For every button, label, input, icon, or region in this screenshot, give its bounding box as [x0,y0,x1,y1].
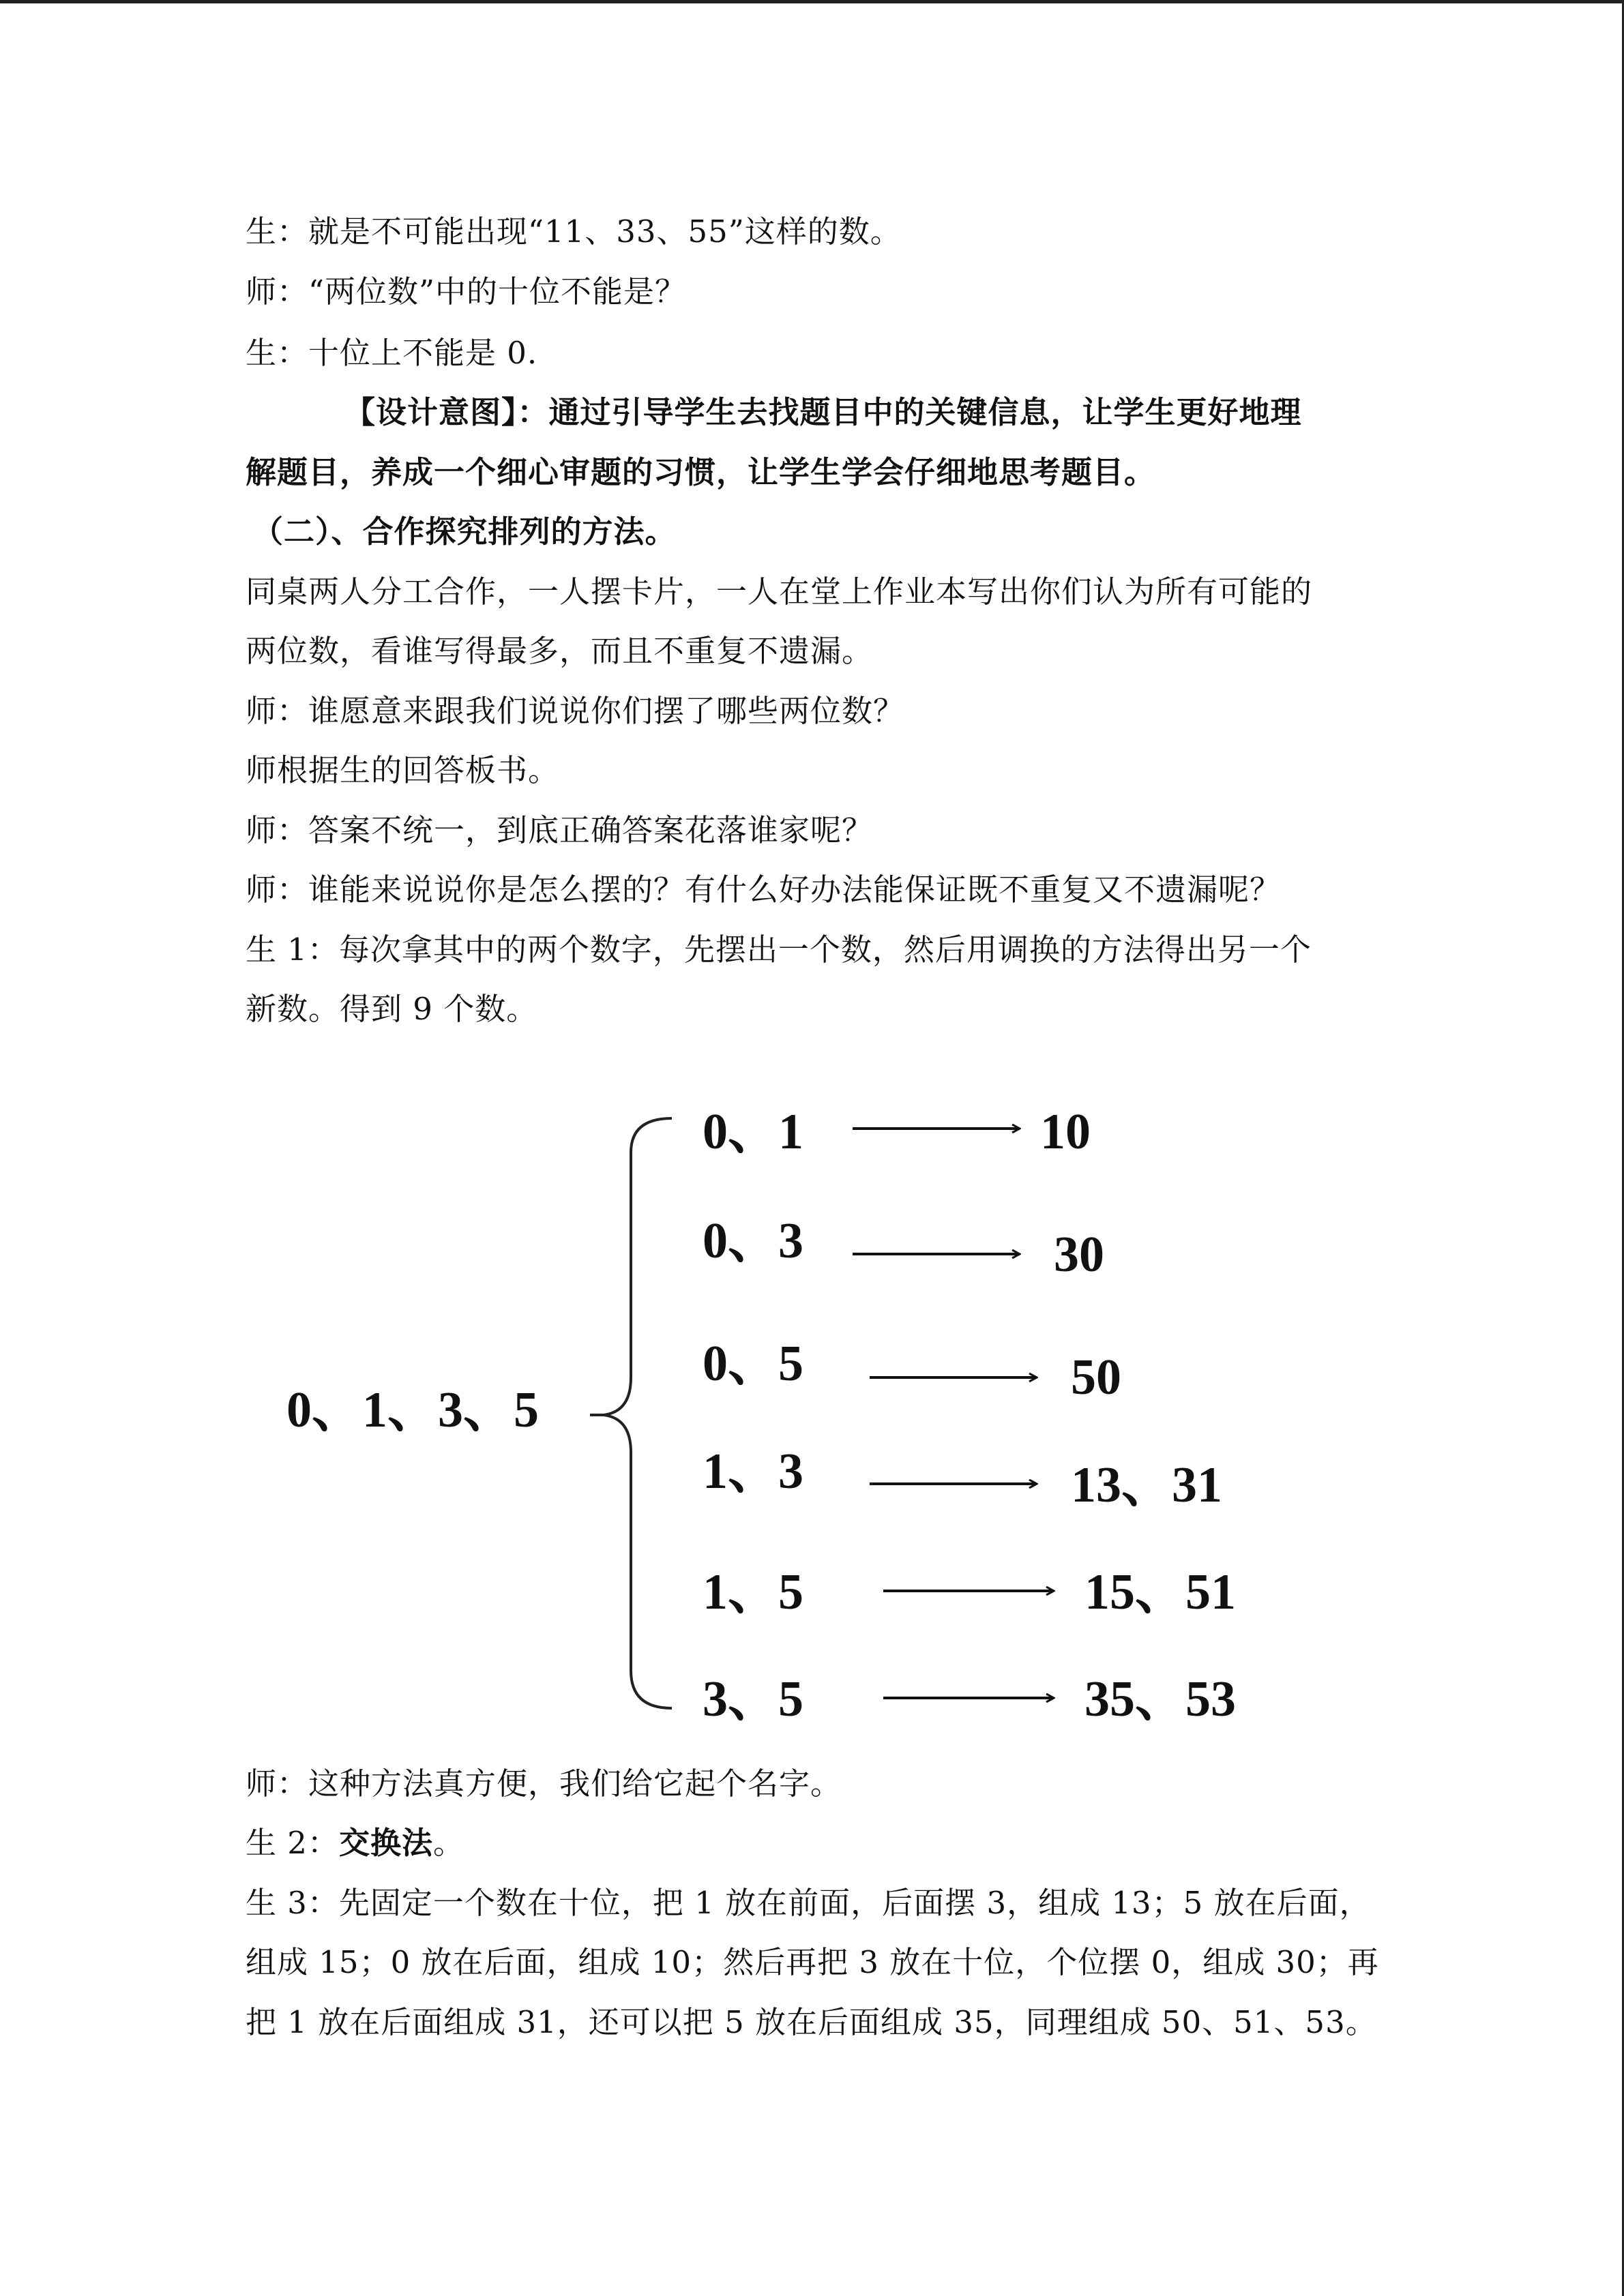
student-2-suffix: 。 [432,1825,464,1861]
pair-label-1-5: 1、5 [703,1564,803,1620]
result-label-3-5: 35、53 [1084,1671,1236,1727]
pair-label-0-5: 0、5 [703,1336,803,1392]
student-3-line-1: 生 3：先固定一个数在十位，把 1 放在前面，后面摆 3，组成 13；5 放在后面， [246,1885,1371,1921]
student-3-line-3: 把 1 放在后面组成 31，还可以把 5 放在后面组成 35，同理组成 50、51、53。 [246,2004,1377,2040]
source-digits: 0、1、3、5 [286,1382,539,1438]
paragraph-teacher-question-2: 师：谁愿意来跟我们说说你们摆了哪些两位数？ [246,693,905,729]
student-2-prefix: 生 2： [246,1825,339,1861]
design-intent-line-1: 【设计意图】：通过引导学生去找题目中的关键信息，让学生更好地理 [344,394,1302,430]
method-name: 交换法 [338,1825,433,1861]
pair-label-1-3: 1、3 [703,1444,803,1500]
paragraph-teacher-question-4: 师：谁能来说说你是怎么摆的？有什么好办法能保证既不重复又不遗漏呢？ [246,871,1282,908]
student-3-line-2: 组成 15；0 放在后面，组成 10；然后再把 3 放在十位，个位摆 0，组成 30；再 [246,1944,1379,1980]
instruction-line-1: 同桌两人分工合作，一人摆卡片，一人在堂上作业本写出你们认为所有可能的 [246,573,1313,610]
paragraph-board-note: 师根据生的回答板书。 [246,752,560,788]
student-1-line-1: 生 1：每次拿其中的两个数字，先摆出一个数，然后用调换的方法得出另一个 [246,931,1312,968]
result-label-1-3: 13、31 [1071,1457,1222,1513]
result-label-0-3: 30 [1054,1227,1104,1283]
curly-brace [604,1118,672,1708]
student-1-line-2: 新数。得到 9 个数。 [246,991,538,1027]
instruction-line-2: 两位数，看谁写得最多，而且不重复不遗漏。 [246,633,874,669]
result-label-0-5: 50 [1071,1350,1121,1405]
paragraph-teacher-question-1: 师：“两位数”中的十位不能是？ [246,273,687,310]
paragraph-teacher-question-3: 师：答案不统一，到底正确答案花落谁家呢？ [246,812,874,848]
result-label-0-1: 10 [1040,1104,1091,1160]
pair-label-3-5: 3、5 [703,1671,803,1727]
pair-label-0-1: 0、1 [703,1104,803,1160]
design-intent-line-2: 解题目，养成一个细心审题的习惯，让学生学会仔细地思考题目。 [246,454,1156,490]
paragraph-student-answer-2: 生：十位上不能是 0. [246,335,538,371]
pair-label-0-3: 0、3 [703,1213,803,1269]
page-top-border [0,0,1624,3]
section-heading: （二）、合作探究排列的方法。 [252,513,677,550]
paragraph-student-answer-1: 生：就是不可能出现“11、33、55”这样的数。 [246,213,902,250]
student-2-line [246,1823,464,1864]
result-label-1-5: 15、51 [1084,1564,1236,1620]
paragraph-teacher-naming: 师：这种方法真方便，我们给它起个名字。 [246,1765,842,1802]
